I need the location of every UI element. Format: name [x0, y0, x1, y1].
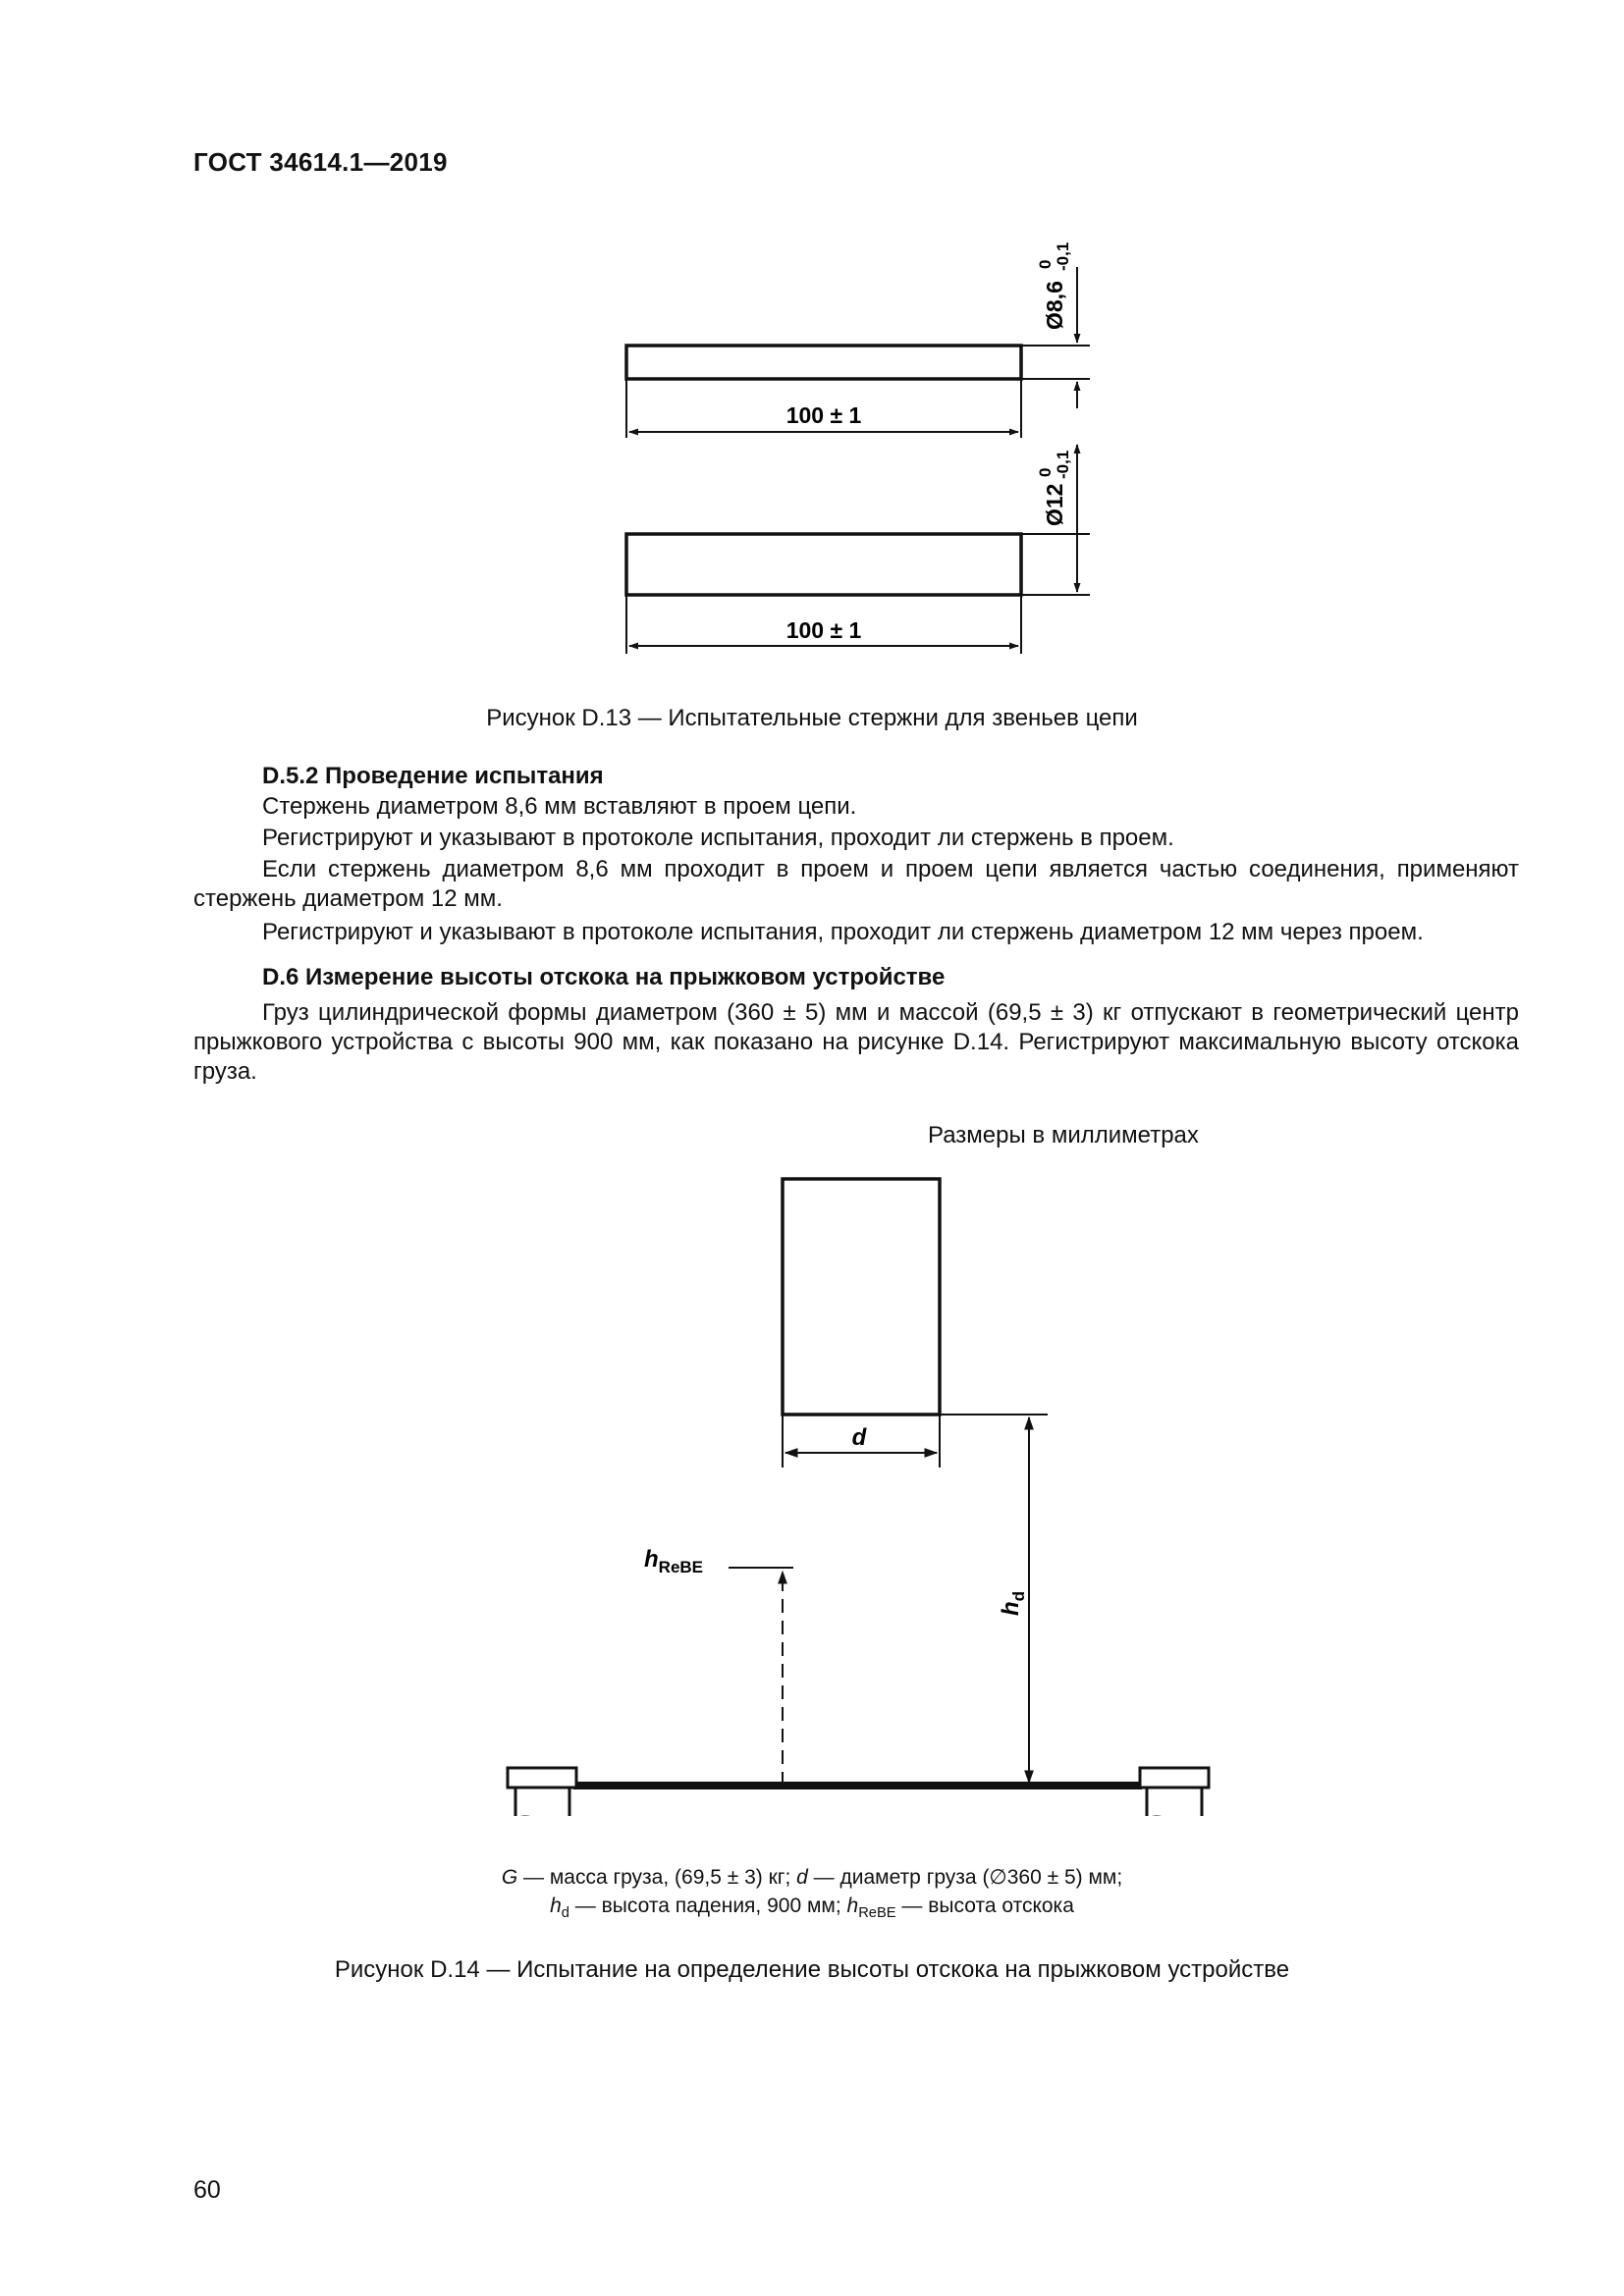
section-d52-paragraph-1: Стержень диаметром 8,6 мм вставляют в проем цепи. — [262, 793, 857, 820]
section-d52-paragraph-2: Регистрируют и указывают в протоколе испытания, проходит ли стержень в проем. — [262, 825, 1174, 851]
test-rod-2 — [626, 534, 1021, 595]
rod-2-length-label: 100 ± 1 — [785, 617, 862, 643]
figure-d14-caption: Рисунок D.14 — Испытание на определение высоты отскока на прыжковом устройстве — [334, 1956, 1290, 1983]
cylindrical-weight — [783, 1179, 940, 1415]
test-rod-1 — [626, 346, 1021, 379]
legend-g-symbol: G — [501, 1866, 518, 1889]
rod-1-length-label: 100 ± 1 — [785, 402, 862, 428]
figure-d13-caption: Рисунок D.13 — Испытательные стержни для звеньев цепи — [486, 705, 1138, 731]
rod-2-tolerance-lower: -0,1 — [1054, 450, 1072, 479]
section-d6-heading: D.6 Измерение высоты отскока на прыжковом устройстве — [262, 964, 946, 990]
page-number: 60 — [193, 2176, 221, 2204]
figure-d14-drawing — [0, 1129, 1624, 1816]
rod-1-diameter-label: Ø8,6 — [1042, 281, 1067, 330]
label-d: d — [851, 1424, 867, 1451]
trampoline-frame-left — [508, 1768, 576, 1816]
rod-2-diameter-label: Ø12 — [1042, 483, 1067, 526]
figure-d14-legend-line-1: G — масса груза, (69,5 ± 3) кг; d — диаметр груза (∅360 ± 5) мм; — [501, 1866, 1123, 1889]
legend-hd-symbol: h — [550, 1895, 562, 1917]
section-d6-paragraph: Груз цилиндрической формы диаметром (360 ± 5) мм и массой (69,5 ± 3) кг отпускают в геометрический центр прыжкового устройства с высоты 900 мм, как показано на рисунке D.14. Регистрируют максимальную высоту отскока груза. — [193, 999, 1519, 1085]
section-d52-paragraph-4: Регистрируют и указывают в протоколе испытания, проходит ли стержень диаметром 12 мм через проем. — [262, 919, 1424, 945]
trampoline-frame-right — [1140, 1768, 1209, 1816]
document-code-header: ГОСТ 34614.1—2019 — [193, 147, 448, 177]
label-hd: $h_d$ — [998, 1590, 1028, 1616]
dimensions-note: Размеры в миллиметрах — [928, 1122, 1199, 1148]
legend-hrebe-symbol: h — [846, 1895, 859, 1917]
label-hrebe: $h_{ReBE}$ — [644, 1546, 704, 1576]
section-d52-paragraph-3: Если стержень диаметром 8,6 мм проходит в проем и проем цепи является частью соединения, применяют стержень диаметром 12 мм. — [193, 856, 1519, 912]
rod-2-tolerance-upper: 0 — [1036, 467, 1055, 477]
section-d52-heading: D.5.2 Проведение испытания — [262, 763, 604, 789]
figure-d14-legend-line-2: $h_d$ — высота падения, 900 мм; $h_{ReBE}$ — высота отскока — [550, 1895, 1074, 1922]
rod-1-tolerance-upper: 0 — [1036, 259, 1055, 269]
rod-1-tolerance-lower: -0,1 — [1054, 241, 1072, 271]
legend-d-symbol: d — [796, 1866, 808, 1889]
figure-d13-drawing — [0, 0, 1624, 687]
